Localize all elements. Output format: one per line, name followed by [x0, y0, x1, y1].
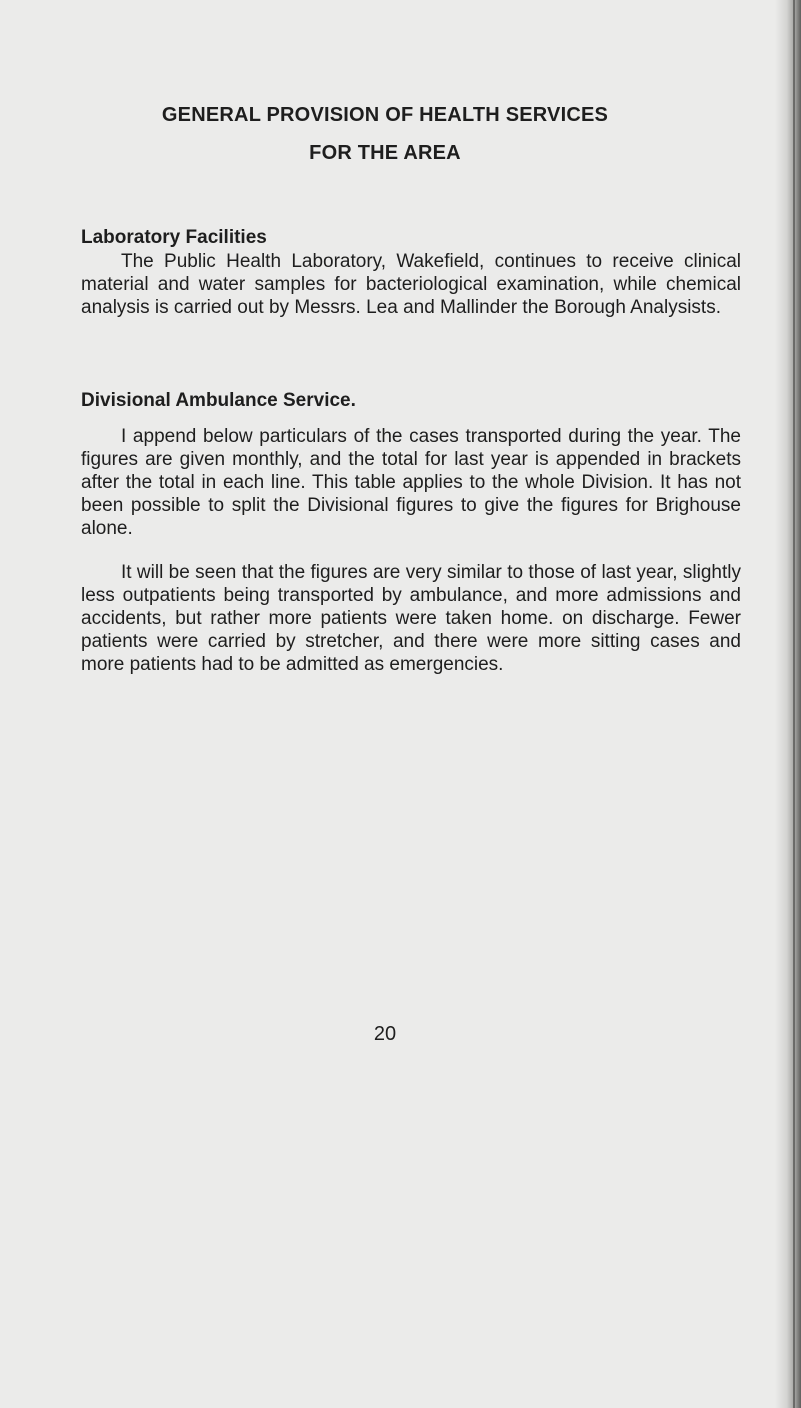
- page-edge-line: [793, 0, 795, 1408]
- section-heading-ambulance: Divisional Ambulance Service.: [81, 390, 356, 411]
- laboratory-paragraph: The Public Health Laboratory, Wakefield, continues to receive clinical material and water samples for bacteriological examination, while chemical analysis is carried out by Messrs. Lea and Mallinder the Borough Analysists.: [81, 251, 741, 318]
- page-subtitle: FOR THE AREA: [309, 142, 461, 164]
- page-number: 20: [373, 1023, 397, 1045]
- page-title: GENERAL PROVISION OF HEALTH SERVICES: [161, 104, 609, 126]
- section-heading-laboratory: Laboratory Facilities: [81, 227, 267, 248]
- ambulance-paragraph-2: It will be seen that the figures are very similar to those of last year, slightly less outpatients being transported by ambulance, and more admissions and accidents, but rather more patients were taken home. on discharge. Fewer patients were carried by stretcher, and there were more sitting cases and more patients had to be admitted as emergencies.: [81, 562, 741, 675]
- ambulance-paragraph-1: I append below particulars of the cases transported during the year. The figures are given monthly, and the total for last year is appended in brackets after the total in each line. This table applies to the whole Division. It has not been possible to split the Divisional figures to give the figures for Brighouse alone.: [81, 426, 741, 539]
- page-edge-shadow: [775, 0, 801, 1408]
